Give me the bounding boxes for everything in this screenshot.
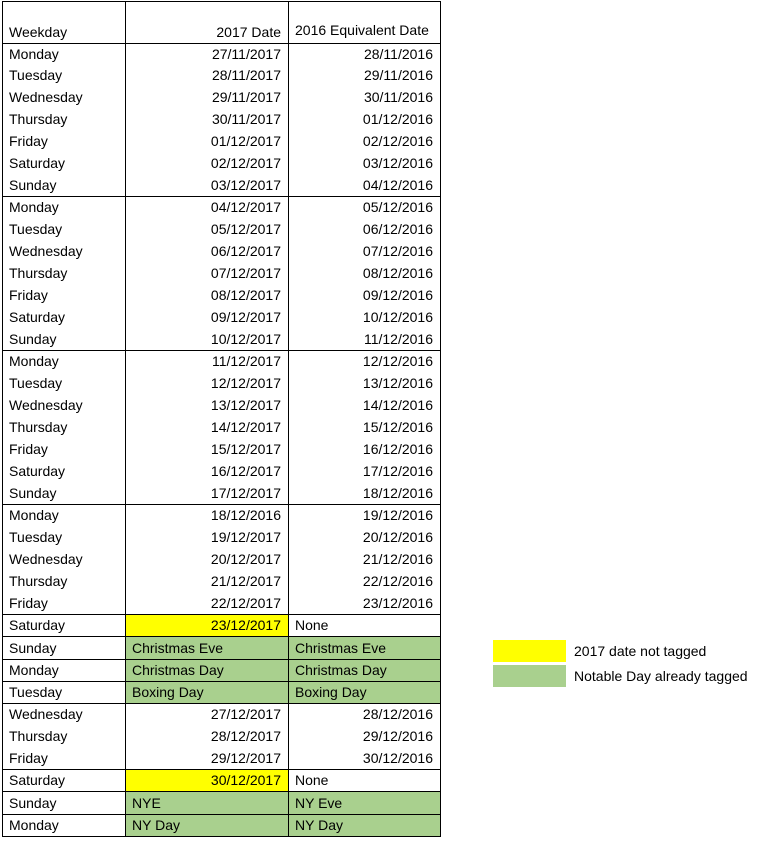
table-row: [2, 174, 440, 196]
table-row: [2, 548, 440, 570]
weekday-cell: Tuesday: [9, 221, 63, 237]
date-2016-cell: Christmas Day: [288, 659, 440, 681]
date-2017-cell: 14/12/2017: [210, 419, 281, 435]
date-2016-cell: 30/12/2016: [362, 750, 433, 766]
weekday-cell: Saturday: [9, 617, 66, 633]
date-2016-cell: 28/12/2016: [362, 706, 433, 722]
table-row: [2, 791, 440, 814]
weekday-cell: Saturday: [9, 309, 66, 325]
table-row: [2, 614, 440, 636]
table-row: [2, 262, 440, 284]
header-col1: Weekday: [9, 24, 68, 40]
table-row: [2, 306, 440, 328]
weekday-cell: Sunday: [9, 639, 57, 656]
column-border: [2, 1, 3, 837]
weekday-cell: Wednesday: [9, 397, 83, 413]
weekday-cell: Thursday: [9, 728, 68, 744]
table-row: [2, 769, 440, 791]
weekday-cell: Wednesday: [9, 551, 83, 567]
row-border: [2, 814, 441, 815]
date-2017-cell: 12/12/2017: [210, 375, 281, 391]
date-2017-cell: 30/11/2017: [211, 111, 281, 127]
date-2017-cell: 30/12/2017: [125, 769, 288, 791]
row-border: [2, 681, 441, 682]
date-2016-cell: 03/12/2016: [362, 155, 433, 171]
table-row: [2, 372, 440, 394]
date-2016-cell: 29/12/2016: [362, 728, 433, 744]
row-border: [2, 1, 441, 2]
date-2017-cell: 28/12/2017: [210, 728, 281, 744]
weekday-cell: Friday: [9, 287, 48, 303]
date-2017-cell: 13/12/2017: [210, 397, 281, 413]
weekday-cell: Monday: [9, 662, 59, 678]
date-2016-cell: 18/12/2016: [362, 485, 433, 501]
weekday-cell: Monday: [9, 817, 59, 833]
table-row: [2, 438, 440, 460]
date-2017-cell: NYE: [125, 791, 288, 814]
table-row: [2, 526, 440, 548]
table-row: [2, 152, 440, 174]
date-2016-cell: 12/12/2016: [362, 353, 433, 369]
column-border: [288, 1, 289, 837]
date-2017-cell: 08/12/2017: [210, 287, 281, 303]
row-border: [2, 196, 441, 197]
table-row: [2, 482, 440, 504]
row-border: [2, 836, 441, 837]
table-row: [2, 218, 440, 240]
date-2016-cell: Christmas Eve: [288, 636, 440, 659]
weekday-cell: Thursday: [9, 573, 68, 589]
date-2017-cell: 16/12/2017: [210, 463, 281, 479]
row-border: [2, 703, 441, 704]
date-2016-cell: 15/12/2016: [362, 419, 433, 435]
date-2016-cell: 23/12/2016: [362, 595, 433, 611]
date-2016-cell: Boxing Day: [288, 681, 440, 703]
date-2017-cell: 04/12/2017: [210, 199, 281, 215]
date-2016-cell: 20/12/2016: [362, 529, 433, 545]
table-row: [2, 460, 440, 482]
table-row: [2, 570, 440, 592]
date-2016-cell: 07/12/2016: [362, 243, 433, 259]
header-row: [2, 1, 440, 43]
date-2017-cell: 29/12/2017: [210, 750, 281, 766]
date-2017-cell: 07/12/2017: [210, 265, 281, 281]
table-row: [2, 659, 440, 681]
date-2017-cell: 27/11/2017: [211, 45, 281, 62]
row-border: [2, 504, 441, 505]
row-border: [2, 659, 441, 660]
column-border: [440, 1, 441, 837]
column-border: [125, 1, 126, 837]
table-row: [2, 64, 440, 86]
legend-label-not-tagged: 2017 date not tagged: [574, 643, 707, 659]
table-row: [2, 350, 440, 372]
weekday-cell: Saturday: [9, 772, 66, 788]
table-row: [2, 636, 440, 659]
date-2016-cell: 22/12/2016: [362, 573, 433, 589]
date-2017-cell: 11/12/2017: [211, 353, 281, 369]
weekday-cell: Wednesday: [9, 89, 83, 105]
table-row: [2, 747, 440, 769]
date-2016-cell: 16/12/2016: [362, 441, 433, 457]
date-2016-cell: 17/12/2016: [362, 463, 433, 479]
date-2017-cell: Christmas Eve: [125, 636, 288, 659]
legend-swatch-not-tagged: [493, 640, 566, 662]
table-row: [2, 592, 440, 614]
date-2016-cell: 02/12/2016: [362, 133, 433, 149]
date-2016-cell: 19/12/2016: [362, 507, 433, 523]
row-border: [2, 791, 441, 792]
table-row: [2, 504, 440, 526]
table-row: [2, 814, 440, 836]
date-2017-cell: 06/12/2017: [210, 243, 281, 259]
date-2017-cell: 21/12/2017: [210, 573, 281, 589]
date-2016-cell: 04/12/2016: [362, 177, 433, 193]
date-2017-cell: 17/12/2017: [210, 485, 281, 501]
weekday-cell: Sunday: [9, 794, 57, 811]
header-col2: 2017 Date: [216, 24, 281, 40]
date-2017-cell: Boxing Day: [125, 681, 288, 703]
date-2017-cell: 27/12/2017: [210, 706, 281, 722]
date-2016-cell: 13/12/2016: [362, 375, 433, 391]
date-2016-cell: 10/12/2016: [362, 309, 433, 325]
date-2017-cell: Christmas Day: [125, 659, 288, 681]
weekday-cell: Monday: [9, 353, 59, 369]
date-2017-cell: 20/12/2017: [210, 551, 281, 567]
weekday-cell: Friday: [9, 133, 48, 149]
legend-swatch-already-tagged: [493, 665, 566, 687]
legend-label-already-tagged: Notable Day already tagged: [574, 668, 748, 684]
date-2017-cell: 05/12/2017: [210, 221, 281, 237]
row-border: [2, 636, 441, 637]
date-2017-cell: 15/12/2017: [210, 441, 281, 457]
weekday-cell: Sunday: [9, 331, 57, 347]
table-row: [2, 108, 440, 130]
table-row: [2, 130, 440, 152]
table-row: [2, 416, 440, 438]
date-2016-cell: None: [295, 772, 329, 788]
weekday-cell: Tuesday: [9, 529, 63, 545]
date-2017-cell: 28/11/2017: [211, 67, 281, 83]
table-row: [2, 43, 440, 64]
date-2017-cell: 19/12/2017: [210, 529, 281, 545]
weekday-cell: Monday: [9, 199, 59, 215]
date-2016-cell: NY Eve: [288, 791, 440, 814]
table-row: [2, 725, 440, 747]
date-2016-cell: 11/12/2016: [363, 331, 433, 347]
weekday-cell: Tuesday: [9, 375, 63, 391]
table-row: [2, 196, 440, 218]
weekday-cell: Saturday: [9, 155, 66, 171]
weekday-cell: Tuesday: [9, 684, 63, 700]
date-2016-cell: 06/12/2016: [362, 221, 433, 237]
weekday-cell: Monday: [9, 507, 59, 523]
table-row: [2, 703, 440, 725]
date-2016-cell: 21/12/2016: [362, 551, 433, 567]
weekday-cell: Friday: [9, 750, 48, 766]
date-2017-cell: 03/12/2017: [210, 177, 281, 193]
date-2017-cell: 23/12/2017: [125, 614, 288, 636]
weekday-cell: Thursday: [9, 111, 68, 127]
date-2016-cell: 05/12/2016: [362, 199, 433, 215]
date-2017-cell: 22/12/2017: [210, 595, 281, 611]
date-2016-cell: 08/12/2016: [362, 265, 433, 281]
weekday-cell: Friday: [9, 441, 48, 457]
row-border: [2, 769, 441, 770]
weekday-cell: Thursday: [9, 265, 68, 281]
row-border: [2, 43, 441, 44]
weekday-cell: Wednesday: [9, 706, 83, 722]
table-row: [2, 328, 440, 350]
date-2016-cell: 30/11/2016: [363, 89, 433, 105]
date-2017-cell: 09/12/2017: [210, 309, 281, 325]
date-2017-cell: NY Day: [125, 814, 288, 836]
weekday-cell: Monday: [9, 45, 59, 62]
weekday-cell: Sunday: [9, 177, 57, 193]
weekday-cell: Friday: [9, 595, 48, 611]
row-border: [2, 350, 441, 351]
weekday-cell: Sunday: [9, 485, 57, 501]
table-row: [2, 284, 440, 306]
weekday-cell: Wednesday: [9, 243, 83, 259]
date-2017-cell: 18/12/2016: [210, 507, 281, 523]
table-row: [2, 394, 440, 416]
date-2016-cell: 09/12/2016: [362, 287, 433, 303]
date-2017-cell: 02/12/2017: [210, 155, 281, 171]
table-row: [2, 86, 440, 108]
date-2016-cell: 28/11/2016: [363, 45, 433, 62]
date-2017-cell: 10/12/2017: [210, 331, 281, 347]
date-2016-cell: 01/12/2016: [362, 111, 433, 127]
weekday-cell: Saturday: [9, 463, 66, 479]
table-row: [2, 240, 440, 262]
row-border: [2, 614, 441, 615]
date-2016-cell: None: [295, 617, 329, 633]
weekday-cell: Thursday: [9, 419, 68, 435]
table-row: [2, 681, 440, 703]
weekday-cell: Tuesday: [9, 67, 63, 83]
date-2017-cell: 29/11/2017: [211, 89, 281, 105]
date-2016-cell: 29/11/2016: [363, 67, 433, 83]
date-2016-cell: 14/12/2016: [362, 397, 433, 413]
date-2017-cell: 01/12/2017: [210, 133, 281, 149]
header-col3: 2016 Equivalent Date: [295, 22, 429, 38]
date-2016-cell: NY Day: [288, 814, 440, 836]
